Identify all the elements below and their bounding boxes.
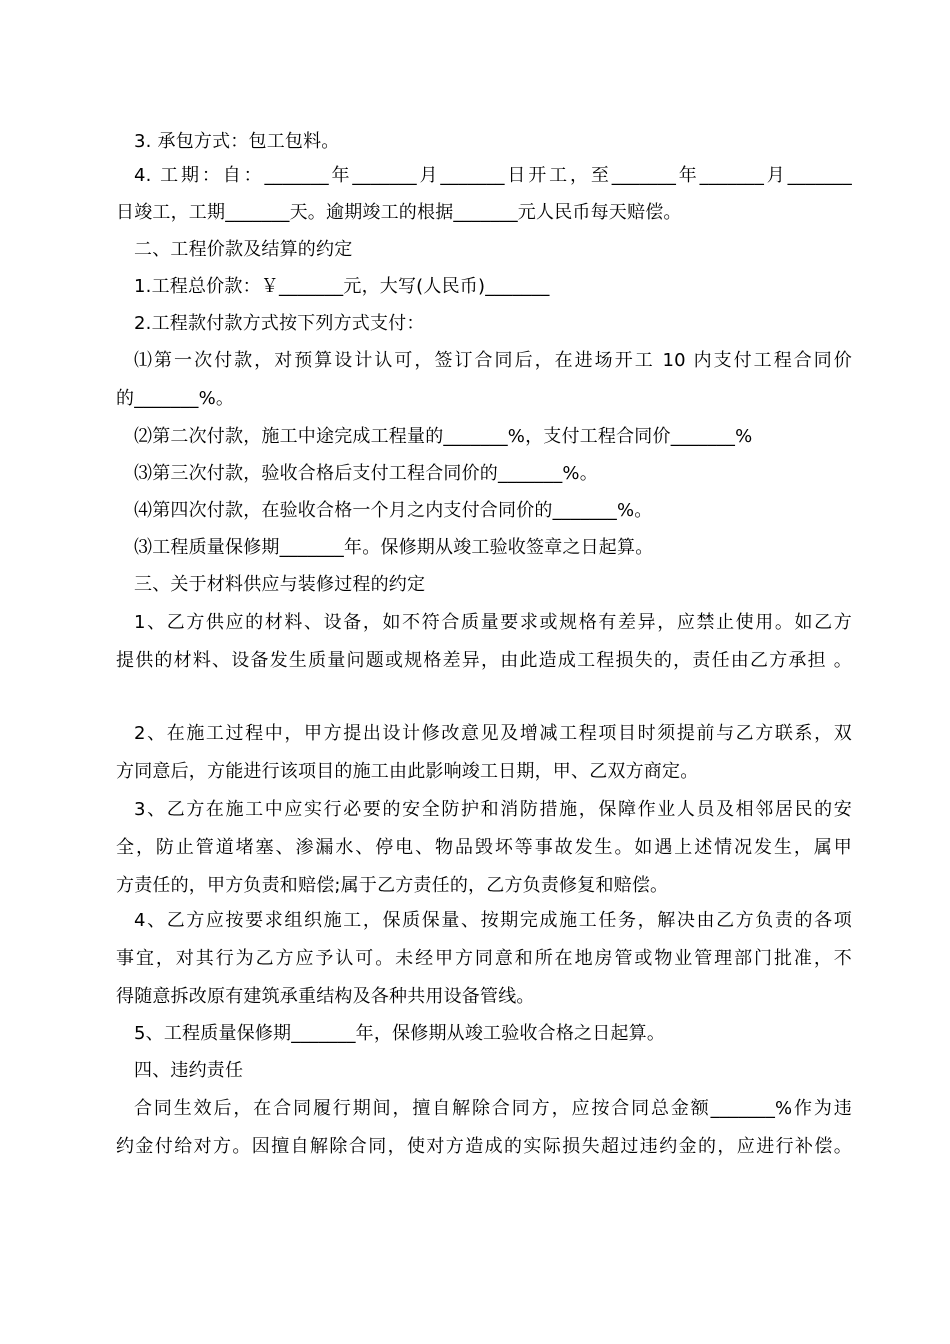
- materials-clause-1-line-2: 提供的材料、设备发生质量问题或规格差异，由此造成工程损失的，责任由乙方承担 。: [116, 650, 852, 671]
- materials-clause-4-line-3: 得随意拆改原有建筑承重结构及各种共用设备管线。: [116, 986, 535, 1007]
- section-heading-breach: 四、违约责任: [134, 1060, 244, 1081]
- payment-second: ⑵第二次付款，施工中途完成工程量的_______%，支付工程合同价_______%: [134, 426, 753, 447]
- materials-clause-3-line-1: 3、乙方在施工中应实行必要的安全防护和消防措施，保障作业人员及相邻居民的安: [134, 799, 852, 820]
- materials-clause-5: 5、工程质量保修期_______年，保修期从竣工验收合格之日起算。: [134, 1023, 666, 1044]
- clause-schedule-line-1: 4. 工期：自：_______年_______月_______日开工，至_______年_______月_______: [134, 165, 852, 186]
- materials-clause-1-line-1: 1、乙方供应的材料、设备，如不符合质量要求或规格有差异，应禁止使用。如乙方: [134, 612, 852, 633]
- clause-schedule-line-2: 日竣工，工期_______天。逾期竣工的根据_______元人民币每天赔偿。: [116, 202, 682, 223]
- payment-third: ⑶第三次付款，验收合格后支付工程合同价的_______%。: [134, 463, 598, 484]
- materials-clause-3-line-2: 全，防止管道堵塞、渗漏水、停电、物品毁坏等事故发生。如遇上述情况发生，属甲: [116, 837, 852, 858]
- materials-clause-4-line-2: 事宜，对其行为乙方应予认可。未经甲方同意和所在地房管或物业管理部门批准，不: [116, 948, 852, 969]
- materials-clause-4-line-1: 4、乙方应按要求组织施工，保质保量、按期完成施工任务，解决由乙方负责的各项: [134, 910, 852, 931]
- clause-total-price: 1.工程总价款：￥_______元，大写(人民币)_______: [134, 276, 550, 297]
- payment-fourth: ⑷第四次付款，在验收合格一个月之内支付合同价的_______%。: [134, 500, 653, 521]
- breach-clause-line-1: 合同生效后，在合同履行期间，擅自解除合同方，应按合同总金额_______%作为违: [134, 1098, 852, 1119]
- section-heading-price: 二、工程价款及结算的约定: [134, 239, 353, 260]
- breach-clause-line-2: 约金付给对方。因擅自解除合同，使对方造成的实际损失超过违约金的，应进行补偿。: [116, 1136, 852, 1157]
- payment-first-line-2: 的_______%。: [116, 388, 235, 409]
- payment-first-line-1: ⑴第一次付款，对预算设计认可，签订合同后，在进场开工 10 内支付工程合同价: [134, 350, 852, 371]
- materials-clause-2-line-1: 2、在施工过程中，甲方提出设计修改意见及增减工程项目时须提前与乙方联系，双: [134, 723, 852, 744]
- warranty-period: ⑶工程质量保修期_______年。保修期从竣工验收签章之日起算。: [134, 537, 654, 558]
- materials-clause-3-line-3: 方责任的，甲方负责和赔偿;属于乙方责任的，乙方负责修复和赔偿。: [116, 875, 669, 896]
- section-heading-materials: 三、关于材料供应与装修过程的约定: [134, 574, 426, 595]
- clause-contract-method: 3. 承包方式：包工包料。: [134, 131, 340, 152]
- materials-clause-2-line-2: 方同意后，方能进行该项目的施工由此影响竣工日期，甲、乙双方商定。: [116, 761, 699, 782]
- clause-payment-method: 2.工程款付款方式按下列方式支付：: [134, 313, 425, 334]
